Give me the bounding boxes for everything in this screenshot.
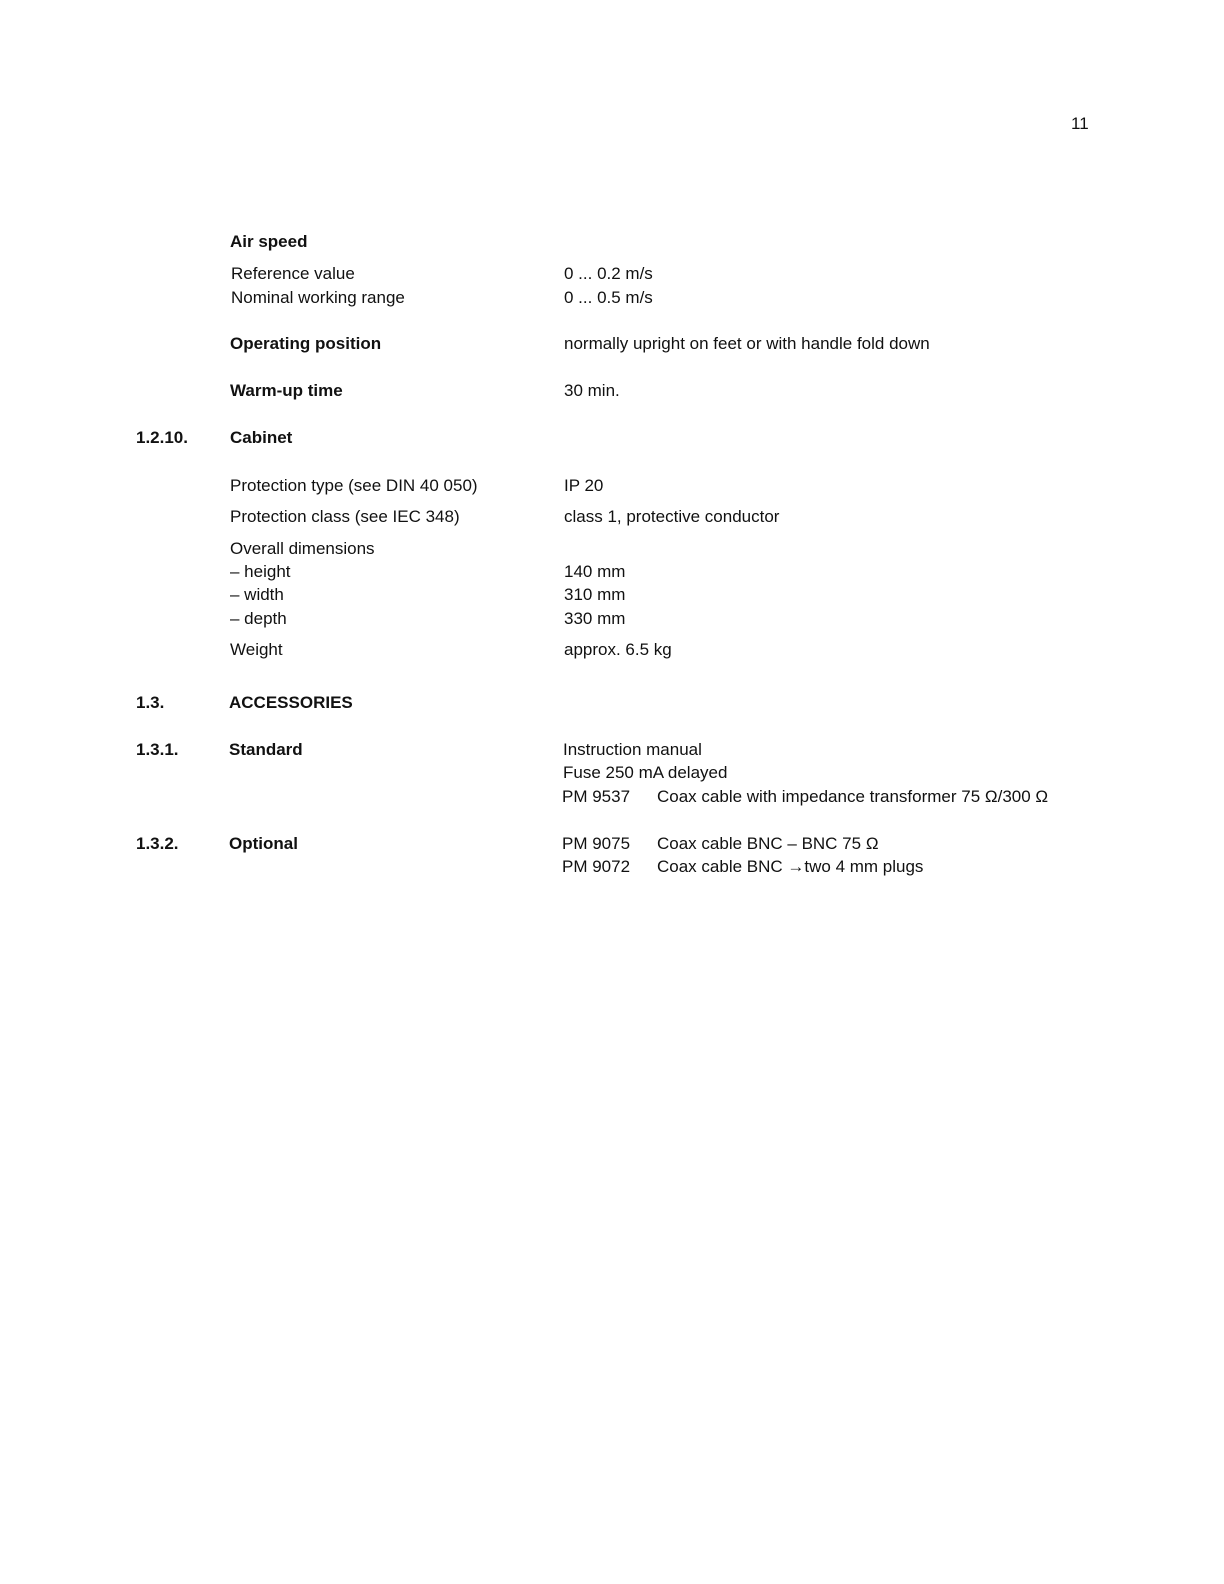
dimension-depth-label: – depth [230,609,287,628]
protection-class-value: class 1, protective conductor [564,507,780,526]
dimension-height-label: – height [230,562,291,581]
nominal-range-label: Nominal working range [231,288,405,307]
warm-up-value: 30 min. [564,381,620,400]
accessories-number: 1.3. [136,693,165,712]
warm-up-heading: Warm-up time [230,381,343,400]
protection-type-value: IP 20 [564,476,604,495]
reference-value: 0 ... 0.2 m/s [564,264,653,283]
optional-item-code-2: PM 9072 [562,857,631,876]
protection-type-label: Protection type (see DIN 40 050) [230,476,478,495]
cabinet-heading: Cabinet [230,428,293,447]
dimension-width-label: – width [230,585,284,604]
protection-class-label: Protection class (see IEC 348) [230,507,460,526]
standard-item-code: PM 9537 [562,787,631,806]
optional-heading: Optional [229,834,298,853]
nominal-range-value: 0 ... 0.5 m/s [564,288,653,307]
standard-item-coax: Coax cable with impedance transformer 75 Ω/300 Ω [657,787,1049,806]
weight-value: approx. 6.5 kg [564,640,672,659]
optional-item-text-1: Coax cable BNC – BNC 75 Ω [657,834,879,853]
dimension-depth-value: 330 mm [564,609,626,628]
optional-number: 1.3.2. [136,834,179,853]
air-speed-heading: Air speed [230,232,308,251]
weight-label: Weight [230,640,283,659]
standard-heading: Standard [229,740,303,759]
standard-number: 1.3.1. [136,740,179,759]
operating-position-value: normally upright on feet or with handle fold down [564,334,930,353]
dimension-height-value: 140 mm [564,562,626,581]
cabinet-number: 1.2.10. [136,428,188,447]
accessories-heading: ACCESSORIES [229,693,353,712]
dimension-width-value: 310 mm [564,585,626,604]
optional-item-code-1: PM 9075 [562,834,631,853]
dimensions-label: Overall dimensions [230,539,375,558]
optional-item-text-2: Coax cable BNC →two 4 mm plugs [657,857,924,876]
standard-item-manual: Instruction manual [563,740,702,759]
page-number: 11 [1071,114,1089,133]
operating-position-heading: Operating position [230,334,382,353]
reference-value-label: Reference value [231,264,355,283]
standard-item-fuse: Fuse 250 mA delayed [563,763,728,782]
